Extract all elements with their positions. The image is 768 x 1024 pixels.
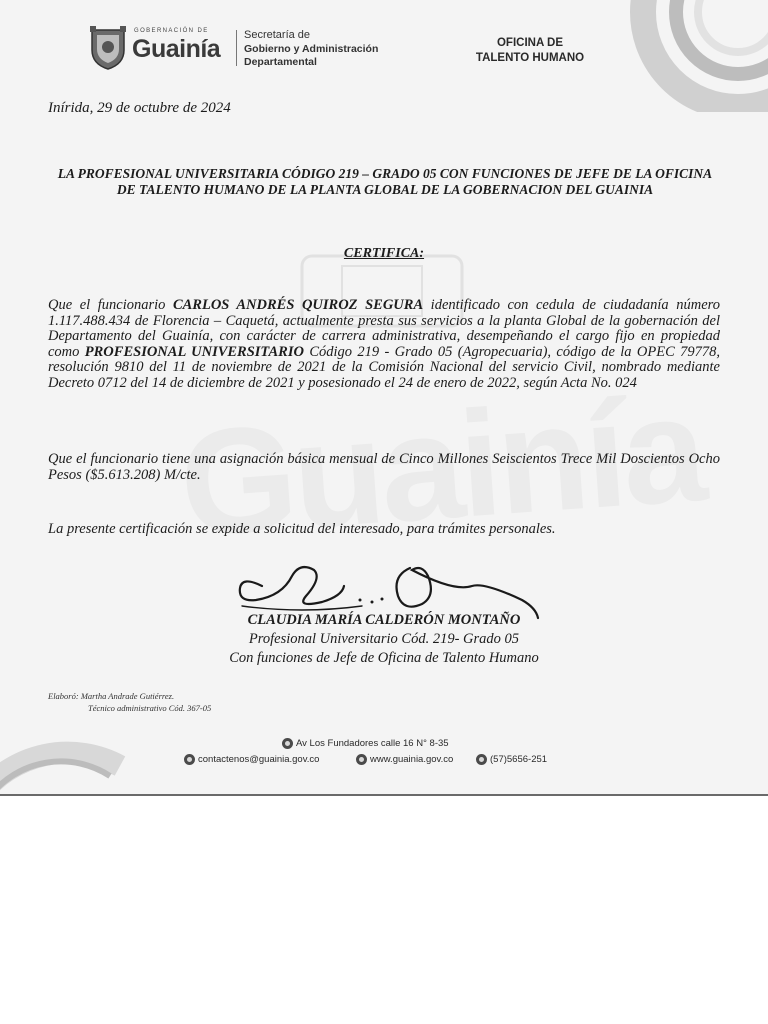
paragraph-employment bbox=[48, 298, 720, 392]
location-pin-icon bbox=[282, 738, 293, 749]
footer-email[interactable] bbox=[184, 754, 319, 765]
page-bottom-edge bbox=[0, 794, 768, 796]
prepared-by bbox=[48, 690, 211, 714]
globe-icon bbox=[356, 754, 367, 765]
footer-address bbox=[282, 738, 449, 749]
p1-text-a: Que el funcionario bbox=[48, 297, 173, 313]
document-date: Inírida, 29 de octubre de 2024 bbox=[48, 100, 231, 116]
shield-crest-icon bbox=[88, 24, 128, 70]
email-text[interactable]: contactenos@guainia.gov.co bbox=[198, 754, 320, 766]
employee-role: PROFESIONAL UNIVERSITARIO bbox=[84, 343, 304, 360]
logo-name: Guainía bbox=[132, 35, 221, 63]
footer-phone bbox=[476, 754, 547, 765]
employee-name: CARLOS ANDRÉS QUIROZ SEGURA bbox=[172, 297, 424, 313]
p1-text-b: identificado con cedula de ciudadanía número 1.117.488.434 de Florencia – Caquetá, actualmente presta sus servicios a la planta Global de la gobernación del Departamento del Guainía, con carácter de carrera administrativa, desempeñando el cargo fijo en propiedad como bbox=[48, 297, 720, 360]
signer-function: Con funciones de Jefe de Oficina de Talento Humano bbox=[229, 650, 539, 666]
secretaria-line-1: Secretaría de bbox=[244, 29, 311, 41]
signer-role: Profesional Universitario Cód. 219- Grado 05 bbox=[248, 631, 520, 647]
government-logo bbox=[88, 22, 398, 72]
website-text[interactable]: www.guainia.gov.co bbox=[370, 754, 454, 766]
prepared-by-name: Elaboró: Martha Andrade Gutiérrez. bbox=[48, 691, 175, 701]
office-title-line-2: TALENTO HUMANO bbox=[475, 52, 585, 64]
document-heading: LA PROFESIONAL UNIVERSITARIA CÓDIGO 219 – GRADO 05 CON FUNCIONES DE JEFE DE LA OFICINA DE TALENTO HUMANO DE LA PLANTA GLOBAL DE LA GOBERNACION DEL GUAINIA bbox=[57, 166, 713, 197]
prepared-by-title: Técnico administrativo Cód. 367-05 bbox=[88, 703, 212, 713]
corner-swirl-decoration bbox=[588, 0, 768, 112]
paragraph-salary: Que el funcionario tiene una asignación básica mensual de Cinco Millones Seiscientos Trece Mil Doscientos Ocho Pesos ($5.613.208) M/cte. bbox=[48, 451, 720, 483]
address-text: Av Los Fundadores calle 16 N° 8-35 bbox=[296, 738, 449, 750]
logo-small-text: GOBERNACIÓN DE bbox=[134, 28, 209, 34]
logo-divider bbox=[236, 30, 237, 66]
paragraph-purpose: La presente certificación se expide a solicitud del interesado, para trámites personales. bbox=[48, 521, 556, 537]
secretaria-line-2: Gobierno y Administración bbox=[244, 43, 379, 55]
certifica-title: CERTIFICA: bbox=[343, 246, 425, 261]
p1-text-c: Código 219 - Grado 05 (Agropecuaria), código de la OPEC 79778, resolución 9810 del 11 de noviembre de 2021 de la Comisión Nacional del servicio Civil, nombrado mediante Decreto 0712 del 14 de diciembre de 2021 y posesionado el 24 de enero de 2022, según Acta No. 024 bbox=[48, 343, 720, 391]
bottom-swirl-decoration bbox=[0, 706, 140, 796]
office-title bbox=[454, 36, 606, 66]
secretaria-line-3: Departamental bbox=[244, 56, 317, 68]
phone-text: (57)5656-251 bbox=[490, 754, 548, 766]
phone-icon bbox=[476, 754, 487, 765]
footer-website[interactable] bbox=[356, 754, 453, 765]
signer-name: CLAUDIA MARÍA CALDERÓN MONTAÑO bbox=[247, 612, 521, 628]
email-icon bbox=[184, 754, 195, 765]
office-title-line-1: OFICINA DE bbox=[496, 37, 564, 49]
